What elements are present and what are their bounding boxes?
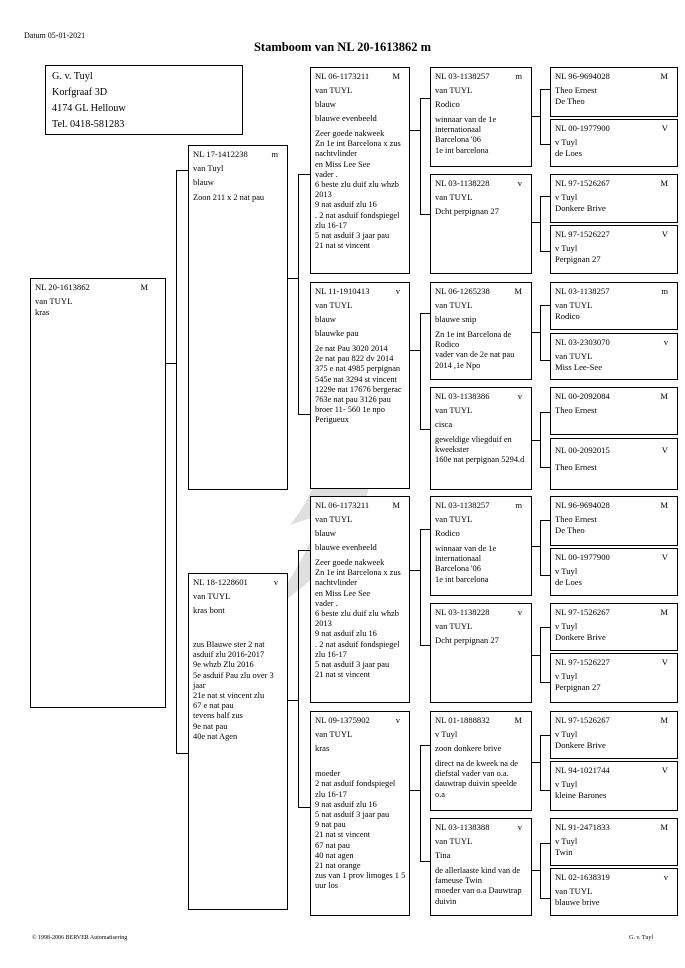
owner-box: [45, 65, 243, 135]
ff-owner: van TUYL: [315, 85, 353, 95]
mff-owner: van TUYL: [435, 514, 473, 524]
g4-box-15: [550, 818, 678, 866]
owner-city: 4174 GL Hellouw: [52, 103, 126, 114]
g4-line1: Theo Ernest: [555, 405, 597, 415]
fff-note: winnaar van de 1e internationaal Barcelona '06 1e int barcelona: [435, 115, 497, 155]
g4-box-5: [550, 282, 678, 330]
g4-line1: Theo Ernest: [555, 462, 597, 472]
g4-sex: V: [661, 229, 668, 239]
ff-box: [310, 67, 410, 274]
mmf-ring: NL 01-1888832: [435, 715, 490, 725]
g4-ring: NL 97-1526227: [555, 657, 610, 667]
mff-ring: NL 03-1138257: [435, 500, 490, 510]
mf-color: blauw: [315, 528, 337, 538]
g4-line1: v Tuyl: [555, 729, 578, 739]
g4-sex: V: [661, 123, 668, 133]
mf-ring: NL 06-1173211: [315, 500, 370, 510]
g4-box-9: [550, 496, 678, 546]
g4-line2: Rodico: [555, 311, 580, 321]
g4-sex: M: [660, 500, 668, 510]
g4-sex: V: [661, 445, 668, 455]
mff-box: [430, 496, 532, 596]
ffm-sex: v: [517, 178, 522, 188]
g4-ring: NL 00-1977900: [555, 552, 610, 562]
ffm-owner: van TUYL: [435, 192, 473, 202]
fmm-note: geweldige vliegduif en kweekster 160e nat perpignan 5294.d: [435, 435, 525, 465]
g4-ring: NL 00-2092015: [555, 445, 610, 455]
ffm-color: Dcht perpignan 27: [435, 206, 499, 216]
g4-box-14: [550, 761, 678, 811]
fmm-color: cisca: [435, 419, 453, 429]
g4-ring: NL 00-2092084: [555, 391, 610, 401]
father-note: Zoon 211 x 2 nat pau: [193, 193, 265, 202]
g4-sex: V: [661, 765, 668, 775]
mm-note: moeder 2 nat asduif fondspiegel zlu 16-17 9 nat asduif zlu 16 5 nat asduif 3 jaar pau 9 nat pau 21 nat st vincent 67 nat pau 40 nat agen 21 nat orange zus van 1 prov limoges 1 5 uur los: [315, 769, 406, 891]
g4-box-3: [550, 174, 678, 223]
mmf-note: direct na de kweek na de diefstal vader van o.a. dauwtrap duivin speelde o.a: [435, 759, 519, 799]
g4-line2: Perpignan 27: [555, 254, 601, 264]
fm-ring: NL 11-1910413: [315, 286, 370, 296]
g4-line2: de Loes: [555, 148, 582, 158]
ffm-ring: NL 03-1138228: [435, 178, 490, 188]
ff-sex: M: [392, 71, 400, 81]
fmm-ring: NL 03-1138386: [435, 391, 490, 401]
fff-owner: van TUYL: [435, 85, 473, 95]
g4-line1: van TUYL: [555, 886, 593, 896]
page-title: Stamboom van NL 20-1613862 m: [253, 40, 432, 54]
g4-line1: v Tuyl: [555, 192, 578, 202]
g4-line2: Miss Lee-See: [555, 362, 603, 372]
mm-ring: NL 09-1375902: [315, 715, 370, 725]
fmm-sex: v: [517, 391, 522, 401]
mmm-note: de allerlaaste kind van de fameuse Twin moeder van o.a Dauwtrap duivin: [435, 866, 522, 906]
mother-ring: NL 18-1228601: [193, 577, 248, 587]
mother-note: zus Blauwe ster 2 nat asduif zlu 2016-2017 9e whzb Zlu 2016 5e asduif Pau zlu over 3 jaar 21e nat st vincent zlu 67 e nat pau tevens half zus 9e nat pau 40e nat Agen: [193, 640, 274, 741]
mf-box: [310, 496, 410, 703]
g4-box-4: [550, 225, 678, 274]
g4-box-13: [550, 711, 678, 759]
g4-line1: Theo Ernest: [555, 85, 597, 95]
g4-line2: Perpignan 27: [555, 682, 601, 692]
g4-ring: NL 94-1021744: [555, 765, 610, 775]
ff-ring: NL 06-1173211: [315, 71, 370, 81]
ff-note: Zeer goede nakweek Zn 1e int Barcelona x zus nachtvlinder en Miss Lee See vader . 6 beste zlu duif zlu whzb 2013 9 nat asduif zlu 16 . 2 nat asduif fondspiegel zlu 16-17 5 nat asduif 3 jaar pau 21 nat st vincent: [315, 129, 401, 251]
g4-line2: De Theo: [555, 96, 585, 106]
mff-note: winnaar van de 1e internationaal Barcelona '06 1e int barcelona: [435, 544, 497, 584]
g4-ring: NL 96-9694028: [555, 71, 610, 81]
g4-line1: van TUYL: [555, 351, 593, 361]
g4-box-1: [550, 67, 678, 117]
mmm-ring: NL 03-1138388: [435, 822, 490, 832]
g4-ring: NL 97-1526267: [555, 178, 610, 188]
subject-sex: M: [140, 282, 148, 292]
father-owner: van Tuyl: [193, 163, 224, 173]
father-color: blauw: [193, 177, 215, 187]
g4-sex: m: [661, 286, 668, 296]
fmf-sex: M: [514, 286, 522, 296]
mfm-box: [430, 603, 532, 703]
owner-name: G. v. Tuyl: [52, 71, 93, 82]
mmf-sex: M: [514, 715, 522, 725]
g4-sex: V: [661, 552, 668, 562]
fmm-owner: van TUYL: [435, 405, 473, 415]
mfm-ring: NL 03-1138228: [435, 607, 490, 617]
date-label: Datum 05-01-2021: [24, 31, 86, 40]
ff-color: blauw: [315, 99, 337, 109]
g4-box-10: [550, 548, 678, 596]
fmf-color: blauwe snip: [435, 314, 477, 324]
g4-line1: Theo Ernest: [555, 514, 597, 524]
mfm-color: Dcht perpignan 27: [435, 635, 499, 645]
fm-sex: v: [395, 286, 400, 296]
fmf-ring: NL 06-1265238: [435, 286, 490, 296]
mf-sex: M: [392, 500, 400, 510]
ff-name: blauwe evenbeeld: [315, 113, 377, 123]
fff-ring: NL 03-1138257: [435, 71, 490, 81]
g4-line2: Donkere Brive: [555, 632, 606, 642]
g4-line2: de Loes: [555, 577, 582, 587]
mmf-color: zoon donkere brive: [435, 743, 502, 753]
g4-ring: NL 97-1526267: [555, 607, 610, 617]
mmm-color: Tina: [435, 850, 451, 860]
g4-box-12: [550, 653, 678, 703]
fm-owner: van TUYL: [315, 300, 353, 310]
owner-phone: Tel. 0418-581283: [52, 119, 125, 130]
g4-sex: v: [663, 872, 668, 882]
fff-color: Rodico: [435, 99, 460, 109]
mm-sex: v: [395, 715, 400, 725]
g4-line1: v Tuyl: [555, 621, 578, 631]
g4-sex: M: [660, 607, 668, 617]
mm-box: [310, 711, 410, 916]
g4-sex: M: [660, 822, 668, 832]
g4-sex: M: [660, 391, 668, 401]
fmf-note: Zn 1e int Barcelona de Rodico vader van de 2e nat pau 2014 ,1e Npo: [435, 330, 515, 370]
mother-box: [188, 573, 288, 910]
mfm-owner: van TUYL: [435, 621, 473, 631]
g4-ring: NL 97-1526227: [555, 229, 610, 239]
father-sex: m: [271, 149, 278, 159]
mfm-sex: v: [517, 607, 522, 617]
g4-sex: V: [661, 657, 668, 667]
g4-ring: NL 91-2471833: [555, 822, 610, 832]
g4-box-2: [550, 119, 678, 167]
fm-box: [310, 282, 410, 489]
mff-sex: m: [515, 500, 522, 510]
fmf-box: [430, 282, 532, 380]
mother-color: kras bont: [193, 605, 225, 615]
g4-box-7: [550, 387, 678, 435]
g4-line2: Donkere Brive: [555, 203, 606, 213]
mother-sex: v: [273, 577, 278, 587]
father-box: [188, 145, 288, 490]
fff-sex: m: [515, 71, 522, 81]
mf-name: blauwe evenbeeld: [315, 542, 377, 552]
g4-sex: v: [663, 337, 668, 347]
g4-ring: NL 02-1638319: [555, 872, 610, 882]
footer-copyright: © 1998-2006 BERVER Automatisering: [32, 935, 128, 941]
g4-line1: v Tuyl: [555, 836, 578, 846]
g4-line1: v Tuyl: [555, 137, 578, 147]
g4-line2: Donkere Brive: [555, 740, 606, 750]
fm-note: 2e nat Pau 3020 2014 2e nat pau 822 dv 2014 375 e nat 4985 perpignan 545e nat 3294 st vincent 1229e nat 17676 bergerac 763e nat pau 3126 pau broer 11- 560 1e npo Perigueux: [315, 344, 402, 425]
g4-line1: v Tuyl: [555, 243, 578, 253]
fm-name: blauwke pau: [315, 328, 359, 338]
mf-note: Zeer goede nakweek Zn 1e int Barcelona x zus nachtvlinder en Miss Lee See vader . 6 beste zlu duif zlu whzb 2013 9 nat asduif zlu 16 . 2 nat asduif fondspiegel zlu 16-17 5 nat asduif 3 jaar pau 21 nat st vincent: [315, 558, 401, 680]
mmm-sex: v: [517, 822, 522, 832]
mmf-box: [430, 711, 532, 811]
g4-line1: v Tuyl: [555, 671, 578, 681]
g4-box-6: [550, 333, 678, 380]
mm-owner: van TUYL: [315, 729, 353, 739]
father-ring: NL 17-1412238: [193, 149, 248, 159]
footer-owner: G. v. Tuyl: [629, 935, 653, 941]
g4-sex: M: [660, 178, 668, 188]
g4-line2: Twin: [555, 847, 573, 857]
subject-color: kras: [35, 307, 50, 317]
g4-line2: kleine Barones: [555, 790, 607, 800]
g4-ring: NL 97-1526267: [555, 715, 610, 725]
mmm-owner: van TUYL: [435, 836, 473, 846]
g4-line2: De Theo: [555, 525, 585, 535]
subject-owner: van TUYL: [35, 296, 73, 306]
mother-owner: van TUYL: [193, 591, 231, 601]
fmf-owner: van TUYL: [435, 300, 473, 310]
g4-box-8: [550, 438, 678, 490]
mf-owner: van TUYL: [315, 514, 353, 524]
mmm-box: [430, 818, 532, 916]
g4-line1: van TUYL: [555, 300, 593, 310]
ffm-box: [430, 174, 532, 274]
g4-line1: v Tuyl: [555, 566, 578, 576]
subject-box: [30, 278, 166, 708]
g4-line2: blauwe brive: [555, 897, 600, 907]
owner-street: Korfgraaf 3D: [52, 87, 108, 98]
g4-ring: NL 00-1977900: [555, 123, 610, 133]
g4-ring: NL 96-9694028: [555, 500, 610, 510]
g4-box-16: [550, 868, 678, 916]
fff-box: [430, 67, 532, 167]
mm-color: kras: [315, 743, 330, 753]
subject-ring: NL 20-1613862: [35, 282, 90, 292]
g4-sex: M: [660, 715, 668, 725]
mff-color: Rodico: [435, 528, 460, 538]
g4-sex: M: [660, 71, 668, 81]
g4-ring: NL 03-1138257: [555, 286, 610, 296]
fmm-box: [430, 387, 532, 490]
g4-line1: v Tuyl: [555, 779, 578, 789]
mmf-owner: v Tuyl: [435, 729, 458, 739]
g4-box-11: [550, 603, 678, 651]
fm-color: blauw: [315, 314, 337, 324]
g4-ring: NL 03-2303070: [555, 337, 610, 347]
